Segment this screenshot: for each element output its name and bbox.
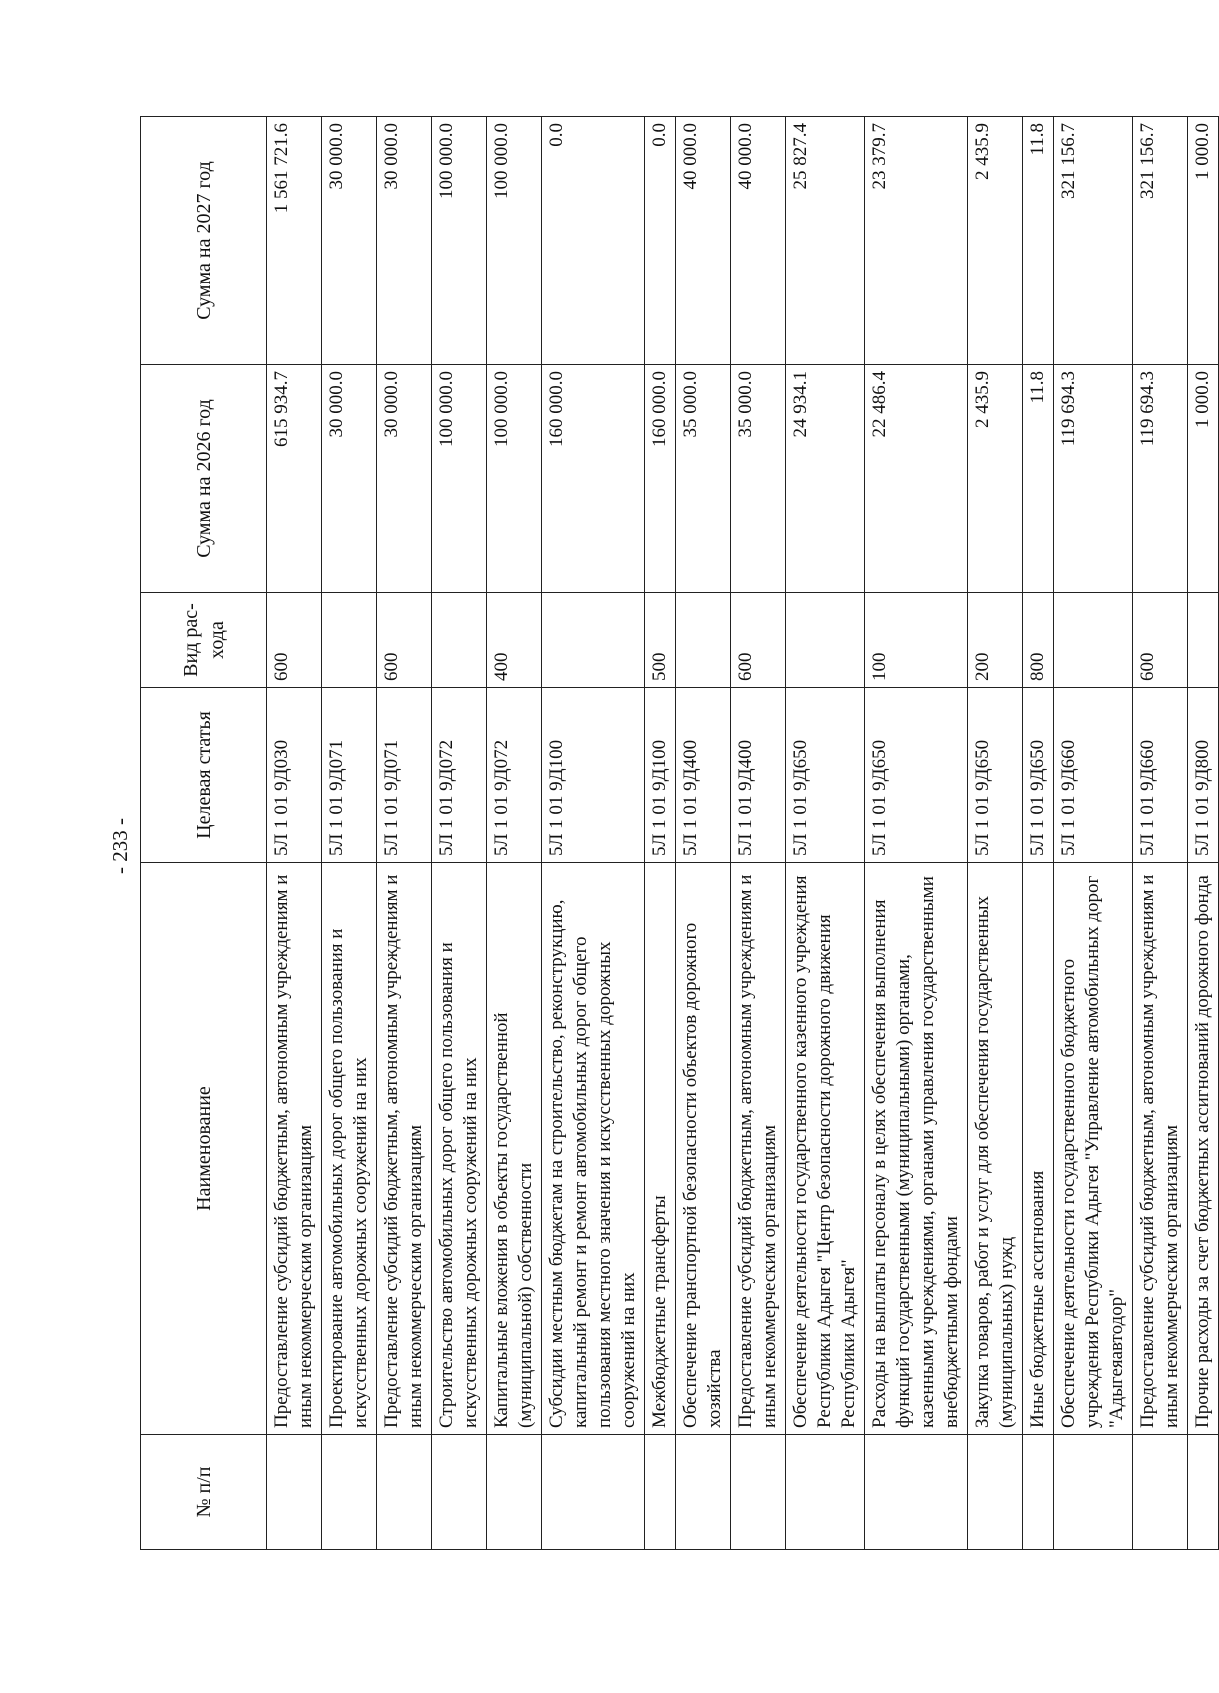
row-sum-2027: 30 000.0 bbox=[377, 117, 432, 365]
row-expense-kind bbox=[542, 593, 645, 688]
row-name: Обеспечение деятельности государственного бюджетного учреждения Республики Адыгея "Управление автомобильных дорог "Адыгеяавтодор" bbox=[1054, 863, 1133, 1435]
rotated-page-content bbox=[140, 117, 1213, 1550]
row-num bbox=[267, 1435, 322, 1550]
row-sum-2027: 0.0 bbox=[542, 117, 645, 365]
row-name: Межбюджетные трансферты bbox=[645, 863, 676, 1435]
header-kind: Вид рас-хода bbox=[141, 593, 267, 688]
row-target-code: 5Л 1 01 9Д071 bbox=[322, 688, 377, 863]
row-num bbox=[322, 1435, 377, 1550]
budget-table-container bbox=[140, 117, 1213, 1550]
row-name: Прочие расходы за счет бюджетных ассигнований дорожного фонда bbox=[1188, 863, 1219, 1435]
row-name: Предоставление субсидий бюджетным, автономным учреждениям и иным некоммерческим организациям bbox=[1133, 863, 1188, 1435]
row-num bbox=[645, 1435, 676, 1550]
row-expense-kind bbox=[676, 593, 731, 688]
row-expense-kind bbox=[1188, 593, 1219, 688]
row-sum-2027: 40 000.0 bbox=[676, 117, 731, 365]
table-row bbox=[1133, 117, 1188, 1550]
row-num bbox=[487, 1435, 542, 1550]
header-name: Наименование bbox=[141, 863, 267, 1435]
row-target-code: 5Л 1 01 9Д650 bbox=[786, 688, 865, 863]
table-row bbox=[432, 117, 487, 1550]
row-sum-2027: 1 000.0 bbox=[1188, 117, 1219, 365]
table-row bbox=[1188, 117, 1219, 1550]
row-sum-2026: 1 000.0 bbox=[1188, 365, 1219, 593]
row-sum-2026: 119 694.3 bbox=[1054, 365, 1133, 593]
row-expense-kind bbox=[322, 593, 377, 688]
budget-table bbox=[140, 116, 1219, 1550]
row-name: Расходы на выплаты персоналу в целях обеспечения выполнения функций государственными (муниципальными) органами, казенными учреждениями, органами управления государственными внебюджетными фондами bbox=[865, 863, 968, 1435]
row-name: Иные бюджетные ассигнования bbox=[1023, 863, 1054, 1435]
row-target-code: 5Л 1 01 9Д100 bbox=[542, 688, 645, 863]
row-num bbox=[377, 1435, 432, 1550]
row-name: Предоставление субсидий бюджетным, автономным учреждениям и иным некоммерческим организациям bbox=[731, 863, 786, 1435]
row-num bbox=[1023, 1435, 1054, 1550]
page-number: - 233 - bbox=[108, 818, 132, 874]
row-sum-2027: 321 156.7 bbox=[1133, 117, 1188, 365]
header-sum-2027: Сумма на 2027 год bbox=[141, 117, 267, 365]
row-target-code: 5Л 1 01 9Д100 bbox=[645, 688, 676, 863]
row-target-code: 5Л 1 01 9Д660 bbox=[1133, 688, 1188, 863]
header-sum-2026: Сумма на 2026 год bbox=[141, 365, 267, 593]
row-num bbox=[1054, 1435, 1133, 1550]
table-row bbox=[377, 117, 432, 1550]
row-sum-2026: 35 000.0 bbox=[676, 365, 731, 593]
row-expense-kind: 600 bbox=[731, 593, 786, 688]
row-target-code: 5Л 1 01 9Д660 bbox=[1054, 688, 1133, 863]
table-row bbox=[645, 117, 676, 1550]
row-expense-kind: 100 bbox=[865, 593, 968, 688]
row-sum-2027: 2 435.9 bbox=[968, 117, 1023, 365]
row-sum-2027: 0.0 bbox=[645, 117, 676, 365]
table-row bbox=[1054, 117, 1133, 1550]
row-num bbox=[1133, 1435, 1188, 1550]
row-sum-2026: 100 000.0 bbox=[487, 365, 542, 593]
row-sum-2026: 160 000.0 bbox=[645, 365, 676, 593]
row-target-code: 5Л 1 01 9Д800 bbox=[1188, 688, 1219, 863]
row-target-code: 5Л 1 01 9Д072 bbox=[432, 688, 487, 863]
row-sum-2027: 40 000.0 bbox=[731, 117, 786, 365]
row-expense-kind: 800 bbox=[1023, 593, 1054, 688]
row-num bbox=[786, 1435, 865, 1550]
row-target-code: 5Л 1 01 9Д650 bbox=[968, 688, 1023, 863]
row-sum-2027: 100 000.0 bbox=[432, 117, 487, 365]
row-expense-kind: 200 bbox=[968, 593, 1023, 688]
row-name: Предоставление субсидий бюджетным, автономным учреждениям и иным некоммерческим организациям bbox=[377, 863, 432, 1435]
row-name: Строительство автомобильных дорог общего пользования и искусственных дорожных сооружений на них bbox=[432, 863, 487, 1435]
header-code: Целевая статья bbox=[141, 688, 267, 863]
row-name: Обеспечение деятельности государственного казенного учреждения Республики Адыгея "Центр безопасности дорожного движения Республики Адыгея" bbox=[786, 863, 865, 1435]
row-target-code: 5Л 1 01 9Д400 bbox=[676, 688, 731, 863]
table-row bbox=[542, 117, 645, 1550]
row-expense-kind bbox=[786, 593, 865, 688]
table-row bbox=[676, 117, 731, 1550]
row-sum-2027: 100 000.0 bbox=[487, 117, 542, 365]
row-sum-2026: 24 934.1 bbox=[786, 365, 865, 593]
row-sum-2026: 160 000.0 bbox=[542, 365, 645, 593]
table-header-row bbox=[141, 117, 267, 1550]
table-row bbox=[322, 117, 377, 1550]
row-expense-kind: 500 bbox=[645, 593, 676, 688]
row-name: Капитальные вложения в объекты государственной (муниципальной) собственности bbox=[487, 863, 542, 1435]
row-expense-kind: 600 bbox=[1133, 593, 1188, 688]
row-sum-2027: 11.8 bbox=[1023, 117, 1054, 365]
table-row bbox=[267, 117, 322, 1550]
row-expense-kind: 600 bbox=[267, 593, 322, 688]
row-target-code: 5Л 1 01 9Д030 bbox=[267, 688, 322, 863]
row-sum-2026: 2 435.9 bbox=[968, 365, 1023, 593]
row-expense-kind bbox=[1054, 593, 1133, 688]
row-sum-2026: 11.8 bbox=[1023, 365, 1054, 593]
row-sum-2026: 615 934.7 bbox=[267, 365, 322, 593]
row-sum-2026: 22 486.4 bbox=[865, 365, 968, 593]
row-expense-kind: 400 bbox=[487, 593, 542, 688]
table-row bbox=[487, 117, 542, 1550]
table-row bbox=[968, 117, 1023, 1550]
row-sum-2027: 321 156.7 bbox=[1054, 117, 1133, 365]
row-sum-2026: 35 000.0 bbox=[731, 365, 786, 593]
row-sum-2027: 1 561 721.6 bbox=[267, 117, 322, 365]
row-num bbox=[1188, 1435, 1219, 1550]
table-row bbox=[731, 117, 786, 1550]
row-sum-2026: 30 000.0 bbox=[377, 365, 432, 593]
row-sum-2027: 30 000.0 bbox=[322, 117, 377, 365]
row-sum-2026: 100 000.0 bbox=[432, 365, 487, 593]
row-sum-2027: 25 827.4 bbox=[786, 117, 865, 365]
row-name: Субсидии местным бюджетам на строительство, реконструкцию, капитальный ремонт и ремонт автомобильных дорог общего пользования местного значения и искусственных дорожных сооружений на них bbox=[542, 863, 645, 1435]
row-num bbox=[542, 1435, 645, 1550]
row-num bbox=[968, 1435, 1023, 1550]
row-sum-2026: 119 694.3 bbox=[1133, 365, 1188, 593]
row-num bbox=[676, 1435, 731, 1550]
row-num bbox=[432, 1435, 487, 1550]
row-name: Предоставление субсидий бюджетным, автономным учреждениям и иным некоммерческим организациям bbox=[267, 863, 322, 1435]
row-name: Проектирование автомобильных дорог общего пользования и искусственных дорожных сооружений на них bbox=[322, 863, 377, 1435]
row-sum-2027: 23 379.7 bbox=[865, 117, 968, 365]
row-num bbox=[865, 1435, 968, 1550]
row-target-code: 5Л 1 01 9Д071 bbox=[377, 688, 432, 863]
row-target-code: 5Л 1 01 9Д650 bbox=[1023, 688, 1054, 863]
table-row bbox=[1023, 117, 1054, 1550]
row-num bbox=[731, 1435, 786, 1550]
row-target-code: 5Л 1 01 9Д650 bbox=[865, 688, 968, 863]
row-expense-kind bbox=[432, 593, 487, 688]
row-name: Обеспечение транспортной безопасности объектов дорожного хозяйства bbox=[676, 863, 731, 1435]
table-row bbox=[865, 117, 968, 1550]
row-name: Закупка товаров, работ и услуг для обеспечения государственных (муниципальных) нужд bbox=[968, 863, 1023, 1435]
header-num: № п/п bbox=[141, 1435, 267, 1550]
row-target-code: 5Л 1 01 9Д400 bbox=[731, 688, 786, 863]
table-row bbox=[786, 117, 865, 1550]
row-expense-kind: 600 bbox=[377, 593, 432, 688]
row-target-code: 5Л 1 01 9Д072 bbox=[487, 688, 542, 863]
row-sum-2026: 30 000.0 bbox=[322, 365, 377, 593]
